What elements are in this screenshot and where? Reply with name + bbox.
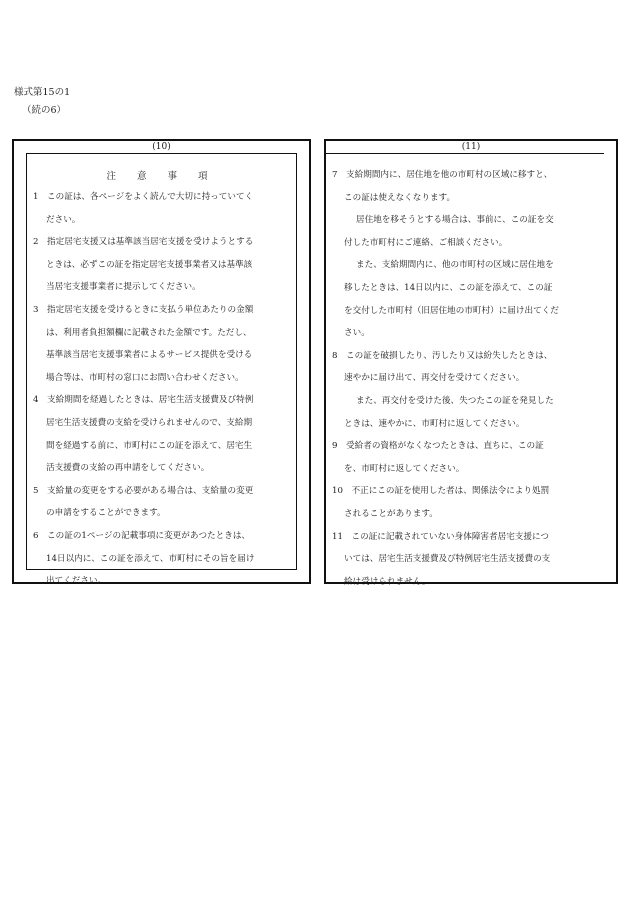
note-line: を、市町村に返してください。: [344, 463, 465, 474]
note-line: 速やかに届け出て、再交付を受けてください。: [344, 373, 525, 384]
note-line: を交付した市町村（旧居住地の市町村）に届け出てくだ: [344, 305, 559, 316]
note-line: 9 受給者の資格がなくなつたときは、直ちに、この証: [332, 441, 544, 452]
continuation-label: （続の6）: [22, 105, 67, 116]
note-line: 当居宅支援事業者に提示してください。: [46, 282, 201, 293]
note-line: 7 支給期間内に、居住地を他の市町村の区域に移すと、: [332, 170, 553, 180]
note-line: は、利用者負担額欄に記載された金額です。ただし、: [46, 327, 252, 338]
note-line: 出てください。: [46, 576, 107, 587]
note-line: 2 指定居宅支援又は基準該当居宅支援を受けようとする: [33, 237, 254, 248]
note-line: 付した市町村にご連絡、ご相談ください。: [344, 237, 508, 248]
note-line: 10 不正にこの証を使用した者は、関係法令により処罰: [332, 486, 550, 497]
note-line: ときは、必ずこの証を指定居宅支援事業者又は基準該: [46, 259, 253, 270]
page-number-10: (10): [152, 142, 171, 152]
page-11-panel: [324, 139, 618, 587]
page-number-11: (11): [461, 142, 481, 152]
note-line: 11 この証に記載されていない身体障害者居宅支援につ: [332, 531, 550, 542]
note-line: ださい。: [46, 214, 81, 225]
note-line: 8 この証を破損したり、汚したり又は紛失したときは、: [332, 350, 553, 361]
note-line: 活支援費の支給の再申請をしてください。: [46, 463, 210, 474]
notes-box: [26, 153, 297, 587]
form-number: 様式第15の1: [14, 87, 71, 98]
note-line: 3 指定居宅支援を受けるときに支払う単位あたりの金額: [33, 304, 254, 315]
note-line: いては、居宅生活支援費及び特例居宅生活支援費の支: [344, 554, 551, 565]
note-line: また、再交付を受けた後、失つたこの証を発見した: [356, 395, 554, 406]
note-line: ときは、速やかに、市町村に返してください。: [344, 418, 525, 429]
note-line: 居住地を移そうとする場合は、事前に、この証を交: [356, 215, 554, 226]
note-line: 6 この証の1ページの記載事項に変更があつたときは、: [33, 530, 251, 541]
notes-continued-box: [326, 153, 604, 587]
notes-list-continued: [326, 154, 604, 593]
note-line: さい。: [344, 328, 370, 339]
note-line: 基準該当居宅支援事業者によるサービス提供を受ける: [46, 350, 253, 361]
note-line: 間を経過する前に、市町村にこの証を添えて、居宅生: [46, 440, 253, 451]
note-line: されることがあります。: [344, 508, 438, 519]
note-line: 移したときは、14日以内に、この証を添えて、この証: [344, 282, 553, 293]
note-line: 場合等は、市町村の窓口にお問い合わせください。: [46, 372, 244, 383]
notes-list: [27, 186, 296, 593]
note-line: 居宅生活支援費の支給を受けられませんので、支給期: [46, 417, 253, 428]
note-line: また、支給期間内に、他の市町村の区域に居住地を: [356, 260, 554, 271]
note-line: 14日以内に、この証を添えて、市町村にその旨を届け: [46, 553, 255, 564]
page-10-panel: [12, 139, 311, 587]
note-line: 5 支給量の変更をする必要がある場合は、支給量の変更: [33, 485, 254, 496]
note-line: 給は受けられません。: [344, 576, 431, 587]
note-line: 1 この証は、各ページをよく読んで大切に持っていてく: [33, 192, 254, 202]
notes-heading: 注 意 事 項: [106, 171, 217, 182]
note-line: この証は使えなくなります。: [344, 192, 456, 203]
note-line: の申請をすることができます。: [46, 508, 166, 519]
note-line: 4 支給期間を経過したときは、居宅生活支援費及び特例: [33, 395, 254, 406]
